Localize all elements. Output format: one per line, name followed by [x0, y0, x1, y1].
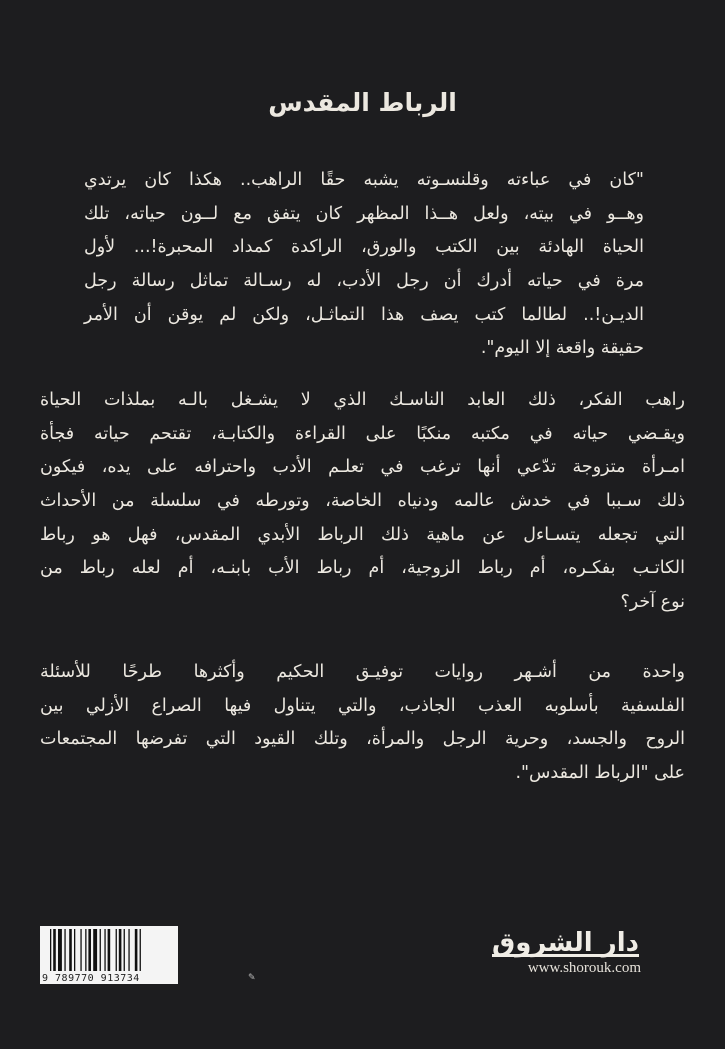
text-line: وهــو في بيته، ولعل هــذا المظهر كان يتفق مع لــون حياته، تلك	[84, 203, 644, 224]
text-line: على "الرباط المقدس".	[515, 763, 685, 784]
barcode-bar	[69, 929, 72, 971]
text-line: الديـن!.. لطالما كتب يصف هذا التماثـل، ولكن لم يوقن أن الأمر	[84, 304, 644, 325]
text-line: الكاتـب بفكـره، أم رباط الزوجية، أم رباط الأب بابنـه، أم لعله رباط من	[40, 558, 685, 579]
text-line: الفلسفية بأسلوبه العذب الجاذب، والتي يتناول فيها الصراع الأزلي بين	[40, 695, 685, 716]
text-line: نوع آخر؟	[620, 592, 685, 613]
text-line: الحياة الهادئة بين الكتب والورق، الراكدة كمداد المحبرة!... لأول	[84, 237, 644, 258]
barcode-bar	[74, 929, 75, 971]
text-line: امـرأة متزوجة تدّعي أنها ترغب في تعلـم الأدب واحترافه على يده، فيكون	[40, 457, 685, 478]
barcode-bar	[64, 929, 65, 971]
barcode-bar	[116, 929, 117, 971]
text-line: حقيقة واقعة إلا اليوم".	[480, 338, 644, 359]
barcode-bar	[100, 929, 101, 971]
barcode-bar	[53, 929, 56, 971]
publisher-url[interactable]: www.shorouk.com	[527, 960, 641, 976]
barcode-bars	[50, 929, 172, 971]
barcode-bar	[135, 929, 138, 971]
text-line: راهب الفكر، ذلك العابد الناسـك الذي لا يشـغل بالـه بملذات الحياة	[40, 390, 685, 410]
text-line: ويقـضي حياته في مكتبه منكبًا على القراءة والكتابـة، تقتحم حياته فجأة	[40, 423, 685, 444]
quote-paragraph	[84, 164, 644, 366]
printer-mark: ✎	[248, 973, 256, 983]
barcode-bar	[88, 929, 91, 971]
text-line: التي تجعله يتسـاءل عن ماهية ذلك الرباط الأبدي المقدس، فهل هو رباط	[40, 524, 685, 545]
publisher-name: دار الشروق	[492, 928, 639, 958]
synopsis-paragraph	[40, 384, 685, 620]
barcode-bar	[85, 929, 86, 971]
publisher-logo	[492, 928, 639, 957]
text-line: واحدة من أشـهر روايات توفيـق الحكيم وأكثرها طرحًا للأسئلة	[40, 662, 685, 682]
isbn-number: 9 789770 913734	[42, 973, 140, 984]
barcode-bar	[128, 929, 129, 971]
book-title: الرباط المقدس	[268, 88, 457, 117]
barcode-bar	[119, 929, 122, 971]
text-line: الروح والجسد، وحرية الرجل والمرأة، وتلك القيود التي تفرضها المجتمعات	[40, 729, 685, 750]
description-paragraph	[40, 656, 685, 791]
barcode-bar	[124, 929, 125, 971]
barcode-bar	[108, 929, 111, 971]
isbn-barcode	[40, 926, 178, 984]
text-line: ذلك سـببا في خدش عالمه ودنياه الخاصة، وتورطه في سلسلة من الأحداث	[40, 491, 685, 512]
barcode-bar	[93, 929, 97, 971]
barcode-bar	[58, 929, 62, 971]
text-line: مرة في حياته أدرك أن رجل الأدب، له رسـالة تماثل رسالة رجل	[84, 271, 644, 292]
barcode-bar	[104, 929, 105, 971]
text-line: "كان في عباءته وقلنسـوته يشبه حقًا الراهب.. هكذا كان يرتدي	[84, 170, 644, 190]
barcode-bar	[50, 929, 51, 971]
barcode-bar	[80, 929, 81, 971]
barcode-bar	[140, 929, 141, 971]
